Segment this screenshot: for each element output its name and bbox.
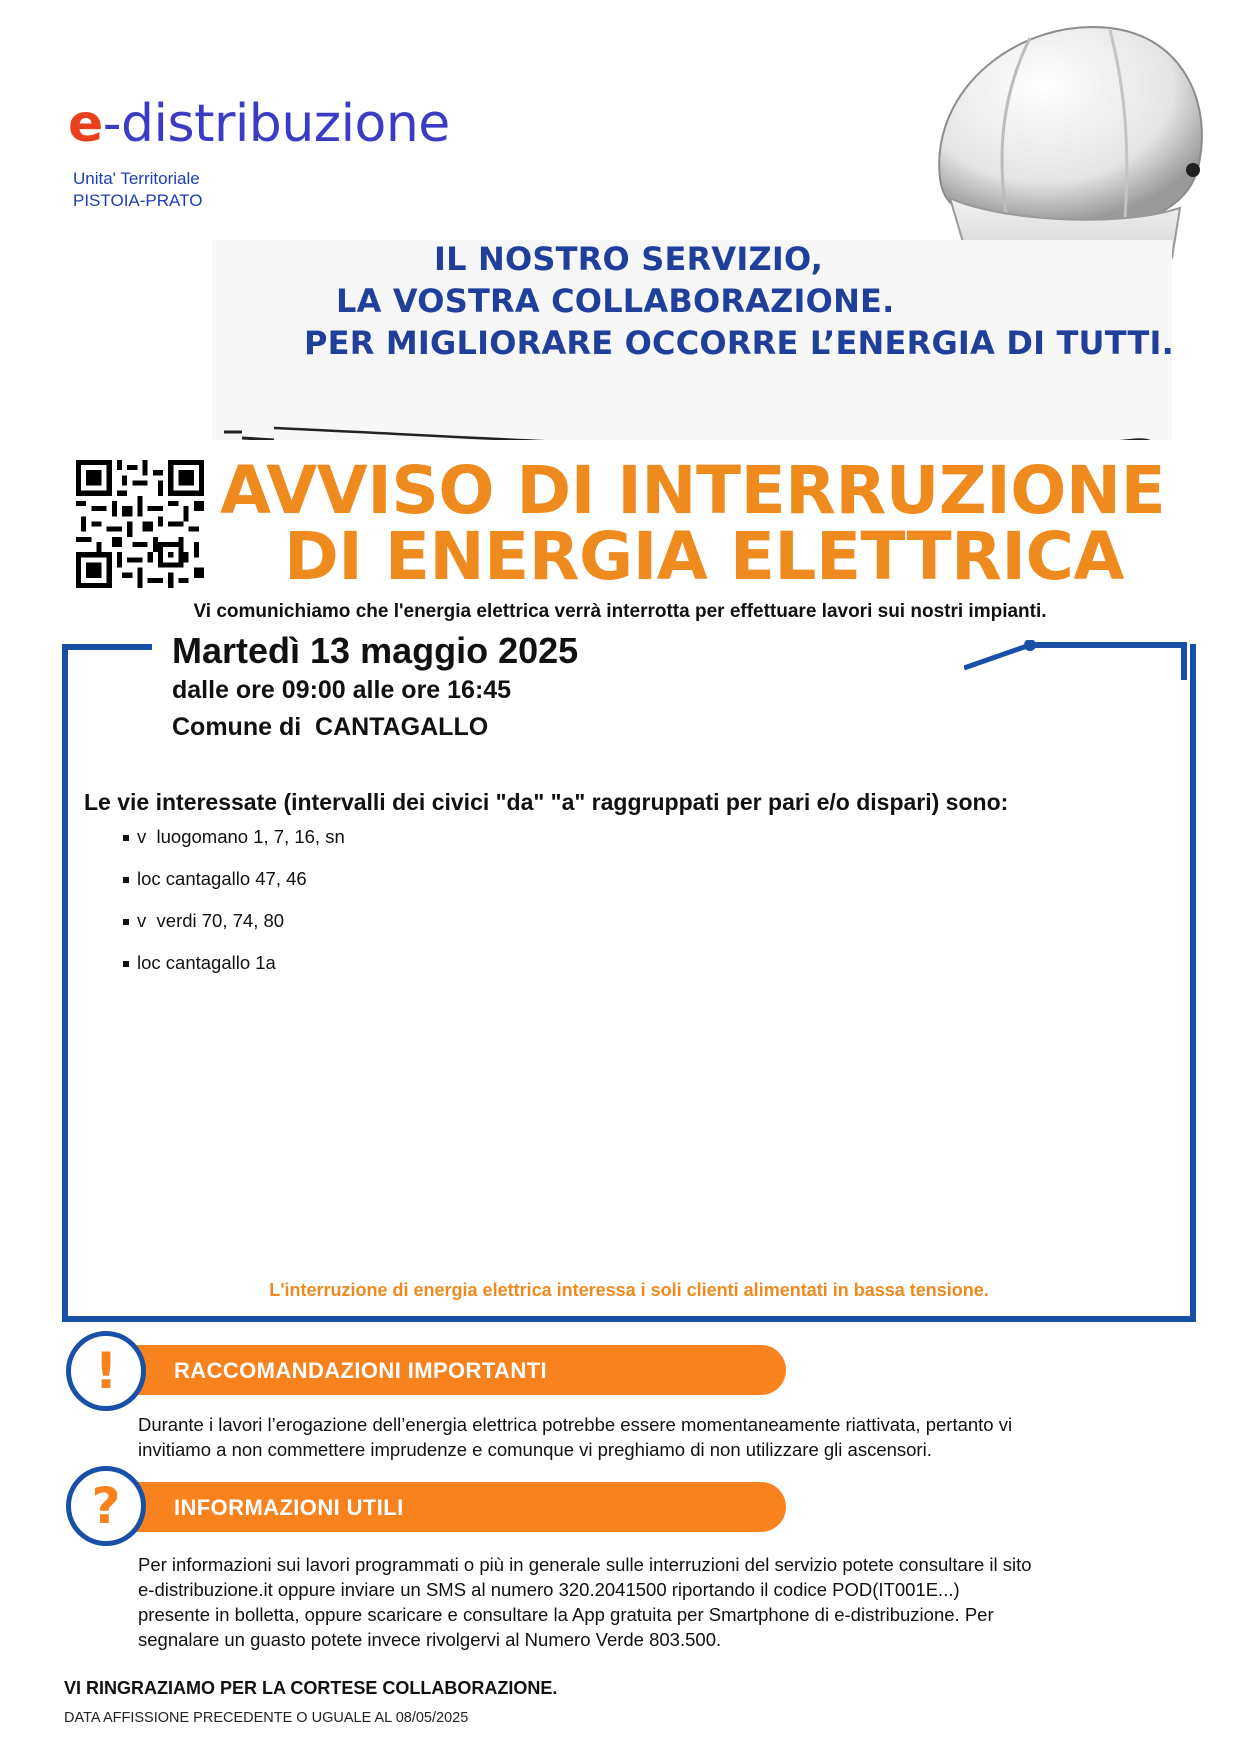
recommendations-line-1: Durante i lavori l’erogazione dell’energia elettrica potrebbe essere momentaneamente riattivata, pertanto vi: [138, 1414, 1013, 1435]
thanks-text: VI RINGRAZIAMO PER LA CORTESE COLLABORAZIONE.: [64, 1678, 558, 1698]
recommendations-title: RACCOMANDAZIONI IMPORTANTI: [174, 1358, 547, 1383]
recommendations-header: [110, 1345, 786, 1395]
interruption-date: Martedì 13 maggio 2025: [172, 630, 579, 671]
unit-label: Unita' Territoriale: [73, 169, 200, 188]
low-voltage-note: L'interruzione di energia elettrica interessa i soli clienti alimentati in bassa tensione.: [269, 1280, 989, 1300]
notice-box: [62, 644, 1196, 1322]
list-item: loc cantagallo 1a: [123, 952, 276, 974]
plug-cable-icon: [212, 340, 1172, 440]
recommendations-line-2: invitiamo a non commettere imprudenze e comunque vi preghiamo di non utilizzare gli ascensori.: [138, 1439, 932, 1460]
exclamation-icon: [66, 1331, 146, 1411]
slogan-line-2: LA VOSTRA COLLABORAZIONE.: [336, 282, 895, 320]
logo-e: e: [68, 94, 103, 154]
intro-text: Vi comunichiamo che l'energia elettrica verrà interrotta per effettuare lavori sui nostri impianti.: [193, 601, 1047, 622]
info-line-2: e-distribuzione.it oppure inviare un SMS al numero 320.2041500 riportando il codice POD(IT001E...): [138, 1579, 960, 1600]
box-top-left-border: [62, 644, 152, 650]
info-line-4: segnalare un guasto potete invece rivolgervi al Numero Verde 803.500.: [138, 1629, 722, 1650]
info-header: [110, 1482, 786, 1532]
list-item: loc cantagallo 47, 46: [123, 868, 307, 890]
brand-logo: [68, 94, 450, 154]
recommendations-text: [138, 1412, 1012, 1462]
info-line-3: presente in bolletta, oppure scaricare e consultare la App gratuita per Smartphone di e-distribuzione. Per: [138, 1604, 994, 1625]
exclamation-glyph: !: [94, 1342, 118, 1400]
affixion-date: DATA AFFISSIONE PRECEDENTE O UGUALE AL 08/05/2025: [64, 1710, 469, 1726]
streets-intro: Le vie interessate (intervalli dei civici "da" "a" raggruppati per pari e/o dispari) sono:: [84, 789, 1009, 815]
territorial-unit: [73, 168, 202, 212]
info-text: [138, 1552, 1032, 1652]
question-glyph: ?: [91, 1477, 121, 1535]
qr-code[interactable]: [76, 460, 204, 588]
notice-title-line-2: DI ENERGIA ELETTRICA: [284, 518, 1125, 595]
info-line-1: Per informazioni sui lavori programmati o più in generale sulle interruzioni del servizio potete consultare il sito: [138, 1554, 1032, 1575]
logo-text: -distribuzione: [102, 94, 450, 154]
unit-area: PISTOIA-PRATO: [73, 191, 203, 210]
slogan-line-1: IL NOSTRO SERVIZIO,: [434, 240, 824, 278]
interruption-comune: Comune di CANTAGALLO: [172, 713, 489, 741]
list-item: v luogomano 1, 7, 16, sn: [123, 826, 345, 848]
interruption-hours: dalle ore 09:00 alle ore 16:45: [172, 676, 512, 704]
box-top-right-border: [964, 640, 1190, 680]
slogan-panel: [212, 240, 1172, 440]
slogan-line-3: PER MIGLIORARE OCCORRE L’ENERGIA DI TUTTI.: [304, 324, 1174, 362]
question-icon: [66, 1466, 146, 1546]
notice-title-line-1: AVVISO DI INTERRUZIONE: [220, 452, 1166, 529]
list-item: v verdi 70, 74, 80: [123, 910, 284, 932]
info-title: INFORMAZIONI UTILI: [174, 1495, 404, 1520]
